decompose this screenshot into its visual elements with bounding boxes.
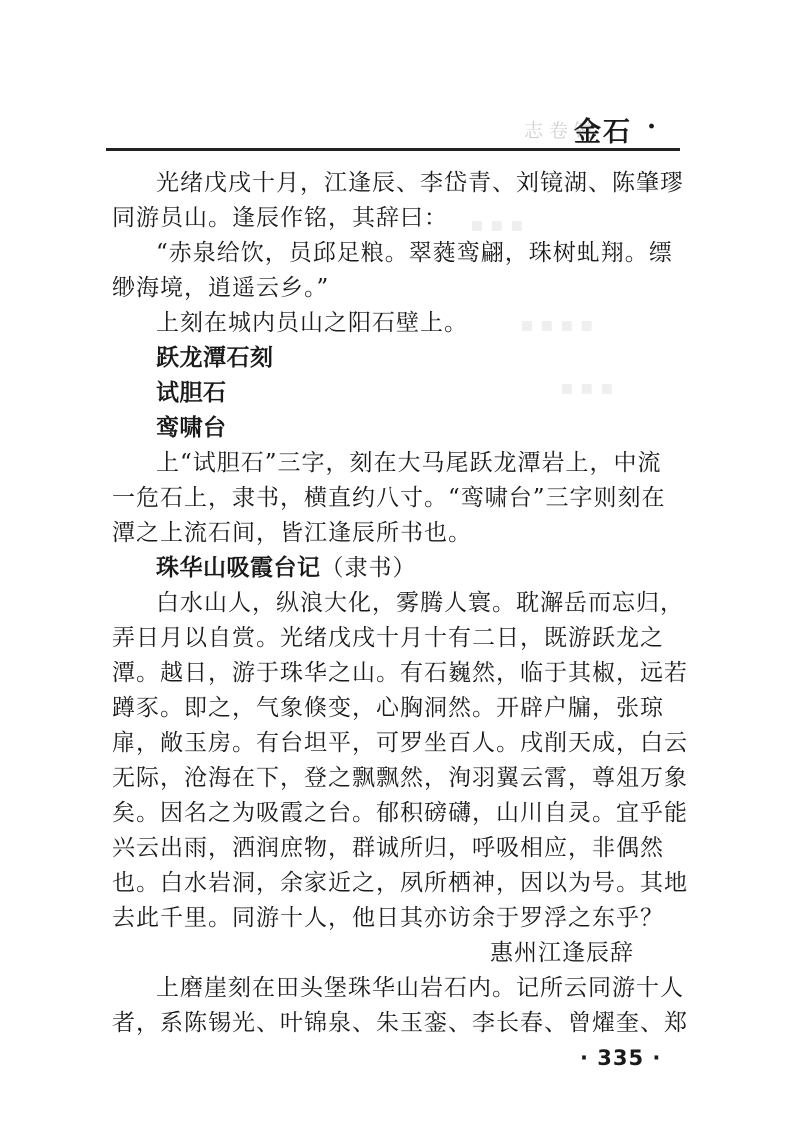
text-line: 潭之上流石间，皆江逢辰所书也。 (112, 520, 472, 546)
chapter-title: 金石 (574, 117, 632, 148)
show-through-mark: ▪ ▪ ▪ ▪ (520, 312, 594, 336)
text-line: 无际，沧海在下，登之飘飘然，洵羽翼云霄，尊俎万象 (112, 765, 688, 791)
text-line: 同游员山。逢辰作铭，其辞曰： (112, 205, 448, 231)
faded-header-label: 志 卷 锐 (524, 120, 594, 142)
text-line: 去此千里。同游十人，他日其亦访余于罗浮之东乎？ (112, 905, 664, 931)
text-line: 弄日月以自赏。光绪戊戌十月十有二日，既游跃龙之 (112, 625, 664, 651)
text-line: 上刻在城内员山之阳石壁上。 (156, 310, 468, 336)
text-line: 上“试胆石”三字，刻在大马尾跃龙潭岩上，中流 (156, 450, 662, 476)
text-line: 上磨崖刻在田头堡珠华山岩石内。记所云同游十人 (156, 975, 684, 1001)
page-number: · 335 · (580, 1046, 662, 1070)
section-heading: 跃龙潭石刻 (156, 345, 274, 371)
header-dot: · (646, 112, 656, 142)
text-line: 蹲豕。即之，气象倏变，心胸洞然。开辟户牖，张琼 (112, 695, 664, 721)
running-header (106, 108, 680, 151)
text-line: 白水山人，纵浪大化，雾腾人寰。耽澥岳而忘归， (156, 590, 684, 616)
text-line: 光绪戊戌十月，江逢辰、李岱青、刘镜湖、陈肇璆 (156, 170, 684, 196)
section-heading: 鸾啸台 (156, 415, 227, 441)
section-heading-row (156, 553, 417, 583)
text-line: “赤泉给饮，员邱足粮。翠蕤鸾翩，珠树虬翔。缥 (156, 240, 673, 266)
text-line: 兴云出雨，洒润庶物，群诚所归，呼吸相应，非偶然 (112, 835, 664, 861)
show-through-mark: ▪ ▪ ▪ (470, 212, 524, 236)
text-line: 者，系陈锡光、叶锦泉、朱玉銮、李长春、曾燿奎、郑 (112, 1010, 688, 1036)
text-line: 潭。越日，游于珠华之山。有石巍然，临于其椒，远若 (112, 660, 688, 686)
text-line: 矣。因名之为吸霞之台。郁积磅礴，山川自灵。宜乎能 (112, 800, 688, 826)
heading-note: （隶书） (320, 555, 417, 581)
section-heading: 试胆石 (156, 380, 227, 406)
text-line: 扉，敞玉房。有台坦平，可罗坐百人。戌削天成，白云 (112, 730, 688, 756)
text-line: 也。白水岩洞，余家近之，夙所栖神，因以为号。其地 (112, 870, 688, 896)
text-line: 一危石上，隶书，横直约八寸。“鸾啸台”三字则刻在 (112, 485, 666, 511)
show-through-mark: ▪ ▪ ▪ (560, 375, 614, 399)
section-heading: 珠华山吸霞台记 (156, 555, 321, 581)
author-signature: 惠州江逢辰辞 (490, 940, 634, 966)
text-line: 缈海境，逍遥云乡。” (112, 275, 330, 301)
